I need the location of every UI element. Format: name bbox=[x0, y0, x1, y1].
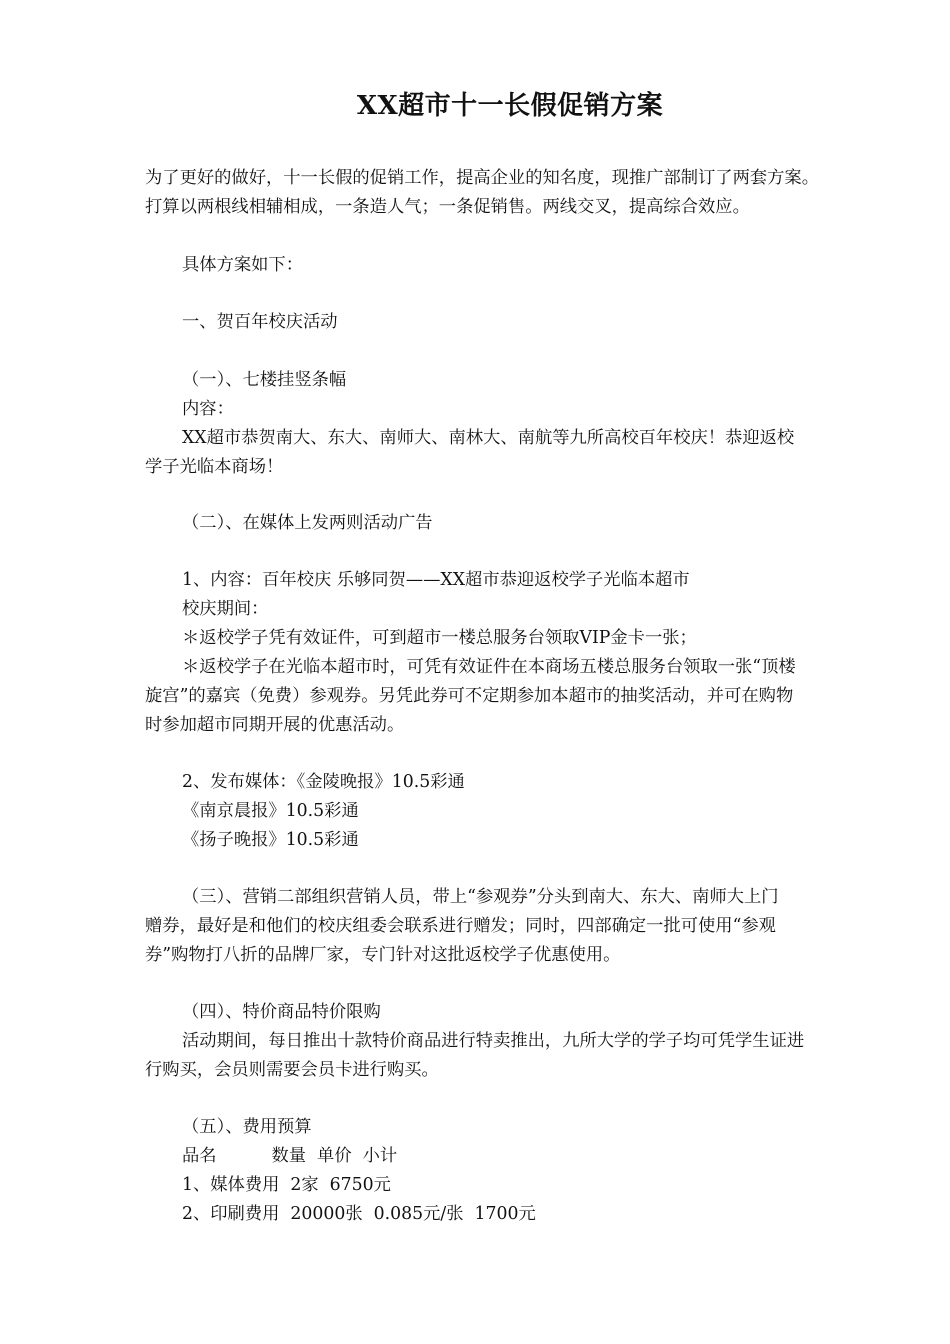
intro-line-1: 为了更好的做好，十一长假的促销工作，提高企业的知名度，现推广部制订了两套方案。 bbox=[145, 168, 819, 188]
part-2-item-1: 1、内容：百年校庆 乐够同贺——XX超市恭迎返校学子光临本超市 bbox=[182, 570, 690, 590]
document-title: XX超市十一长假促销方案 bbox=[356, 91, 664, 121]
part-1-text-line-1: XX超市恭贺南大、东大、南师大、南林大、南航等九所高校百年校庆！恭迎返校 bbox=[182, 428, 795, 448]
part-2-bullet-2-line-2: 旋宫”的嘉宾（免费）参观券。另凭此券可不定期参加本超市的抽奖活动，并可在购物 bbox=[145, 686, 794, 706]
part-5-heading: （五）、费用预算 bbox=[182, 1117, 312, 1137]
plan-lead: 具体方案如下： bbox=[182, 255, 303, 275]
part-2-media-2: 《南京晨报》10.5彩通 bbox=[182, 801, 359, 821]
part-3-line-2: 赠券，最好是和他们的校庆组委会联系进行赠发；同时，四部确定一批可使用“参观 bbox=[145, 916, 776, 936]
part-4-line-2: 行购买，会员则需要会员卡进行购买。 bbox=[145, 1060, 439, 1080]
part-1-content-label: 内容： bbox=[182, 399, 234, 419]
budget-row-2: 2、印刷费用 20000张 0.085元/张 1700元 bbox=[182, 1204, 536, 1224]
part-4-heading: （四）、特价商品特价限购 bbox=[182, 1002, 381, 1022]
intro-line-2: 打算以两根线相辅相成，一条造人气；一条促销售。两线交叉，提高综合效应。 bbox=[145, 197, 750, 217]
part-1-heading: （一）、七楼挂竖条幅 bbox=[182, 370, 347, 390]
part-2-item-2: 2、发布媒体：《金陵晚报》10.5彩通 bbox=[182, 772, 465, 792]
budget-table-header: 品名 数量 单价 小计 bbox=[182, 1146, 398, 1166]
part-4-line-1: 活动期间，每日推出十款特价商品进行特卖推出，九所大学的学子均可凭学生证进 bbox=[182, 1031, 805, 1051]
part-3-line-1: （三）、营销二部组织营销人员，带上“参观券”分头到南大、东大、南师大上门 bbox=[182, 887, 779, 907]
budget-row-1: 1、媒体费用 2家 6750元 bbox=[182, 1175, 391, 1195]
part-2-bullet-2-line-3: 时参加超市同期开展的优惠活动。 bbox=[145, 715, 405, 735]
part-2-bullet-1: ＊返校学子凭有效证件，可到超市一楼总服务台领取VIP金卡一张； bbox=[182, 628, 697, 648]
part-2-bullet-2-line-1: ＊返校学子在光临本超市时，可凭有效证件在本商场五楼总服务台领取一张“顶楼 bbox=[182, 657, 796, 677]
section-1-heading: 一、贺百年校庆活动 bbox=[182, 312, 338, 332]
part-1-text-line-2: 学子光临本商场！ bbox=[145, 457, 284, 477]
part-2-media-3: 《扬子晚报》10.5彩通 bbox=[182, 830, 359, 850]
part-2-period-label: 校庆期间： bbox=[182, 599, 269, 619]
part-3-line-3: 券”购物打八折的品牌厂家，专门针对这批返校学子优惠使用。 bbox=[145, 945, 621, 965]
part-2-heading: （二）、在媒体上发两则活动广告 bbox=[182, 513, 433, 533]
